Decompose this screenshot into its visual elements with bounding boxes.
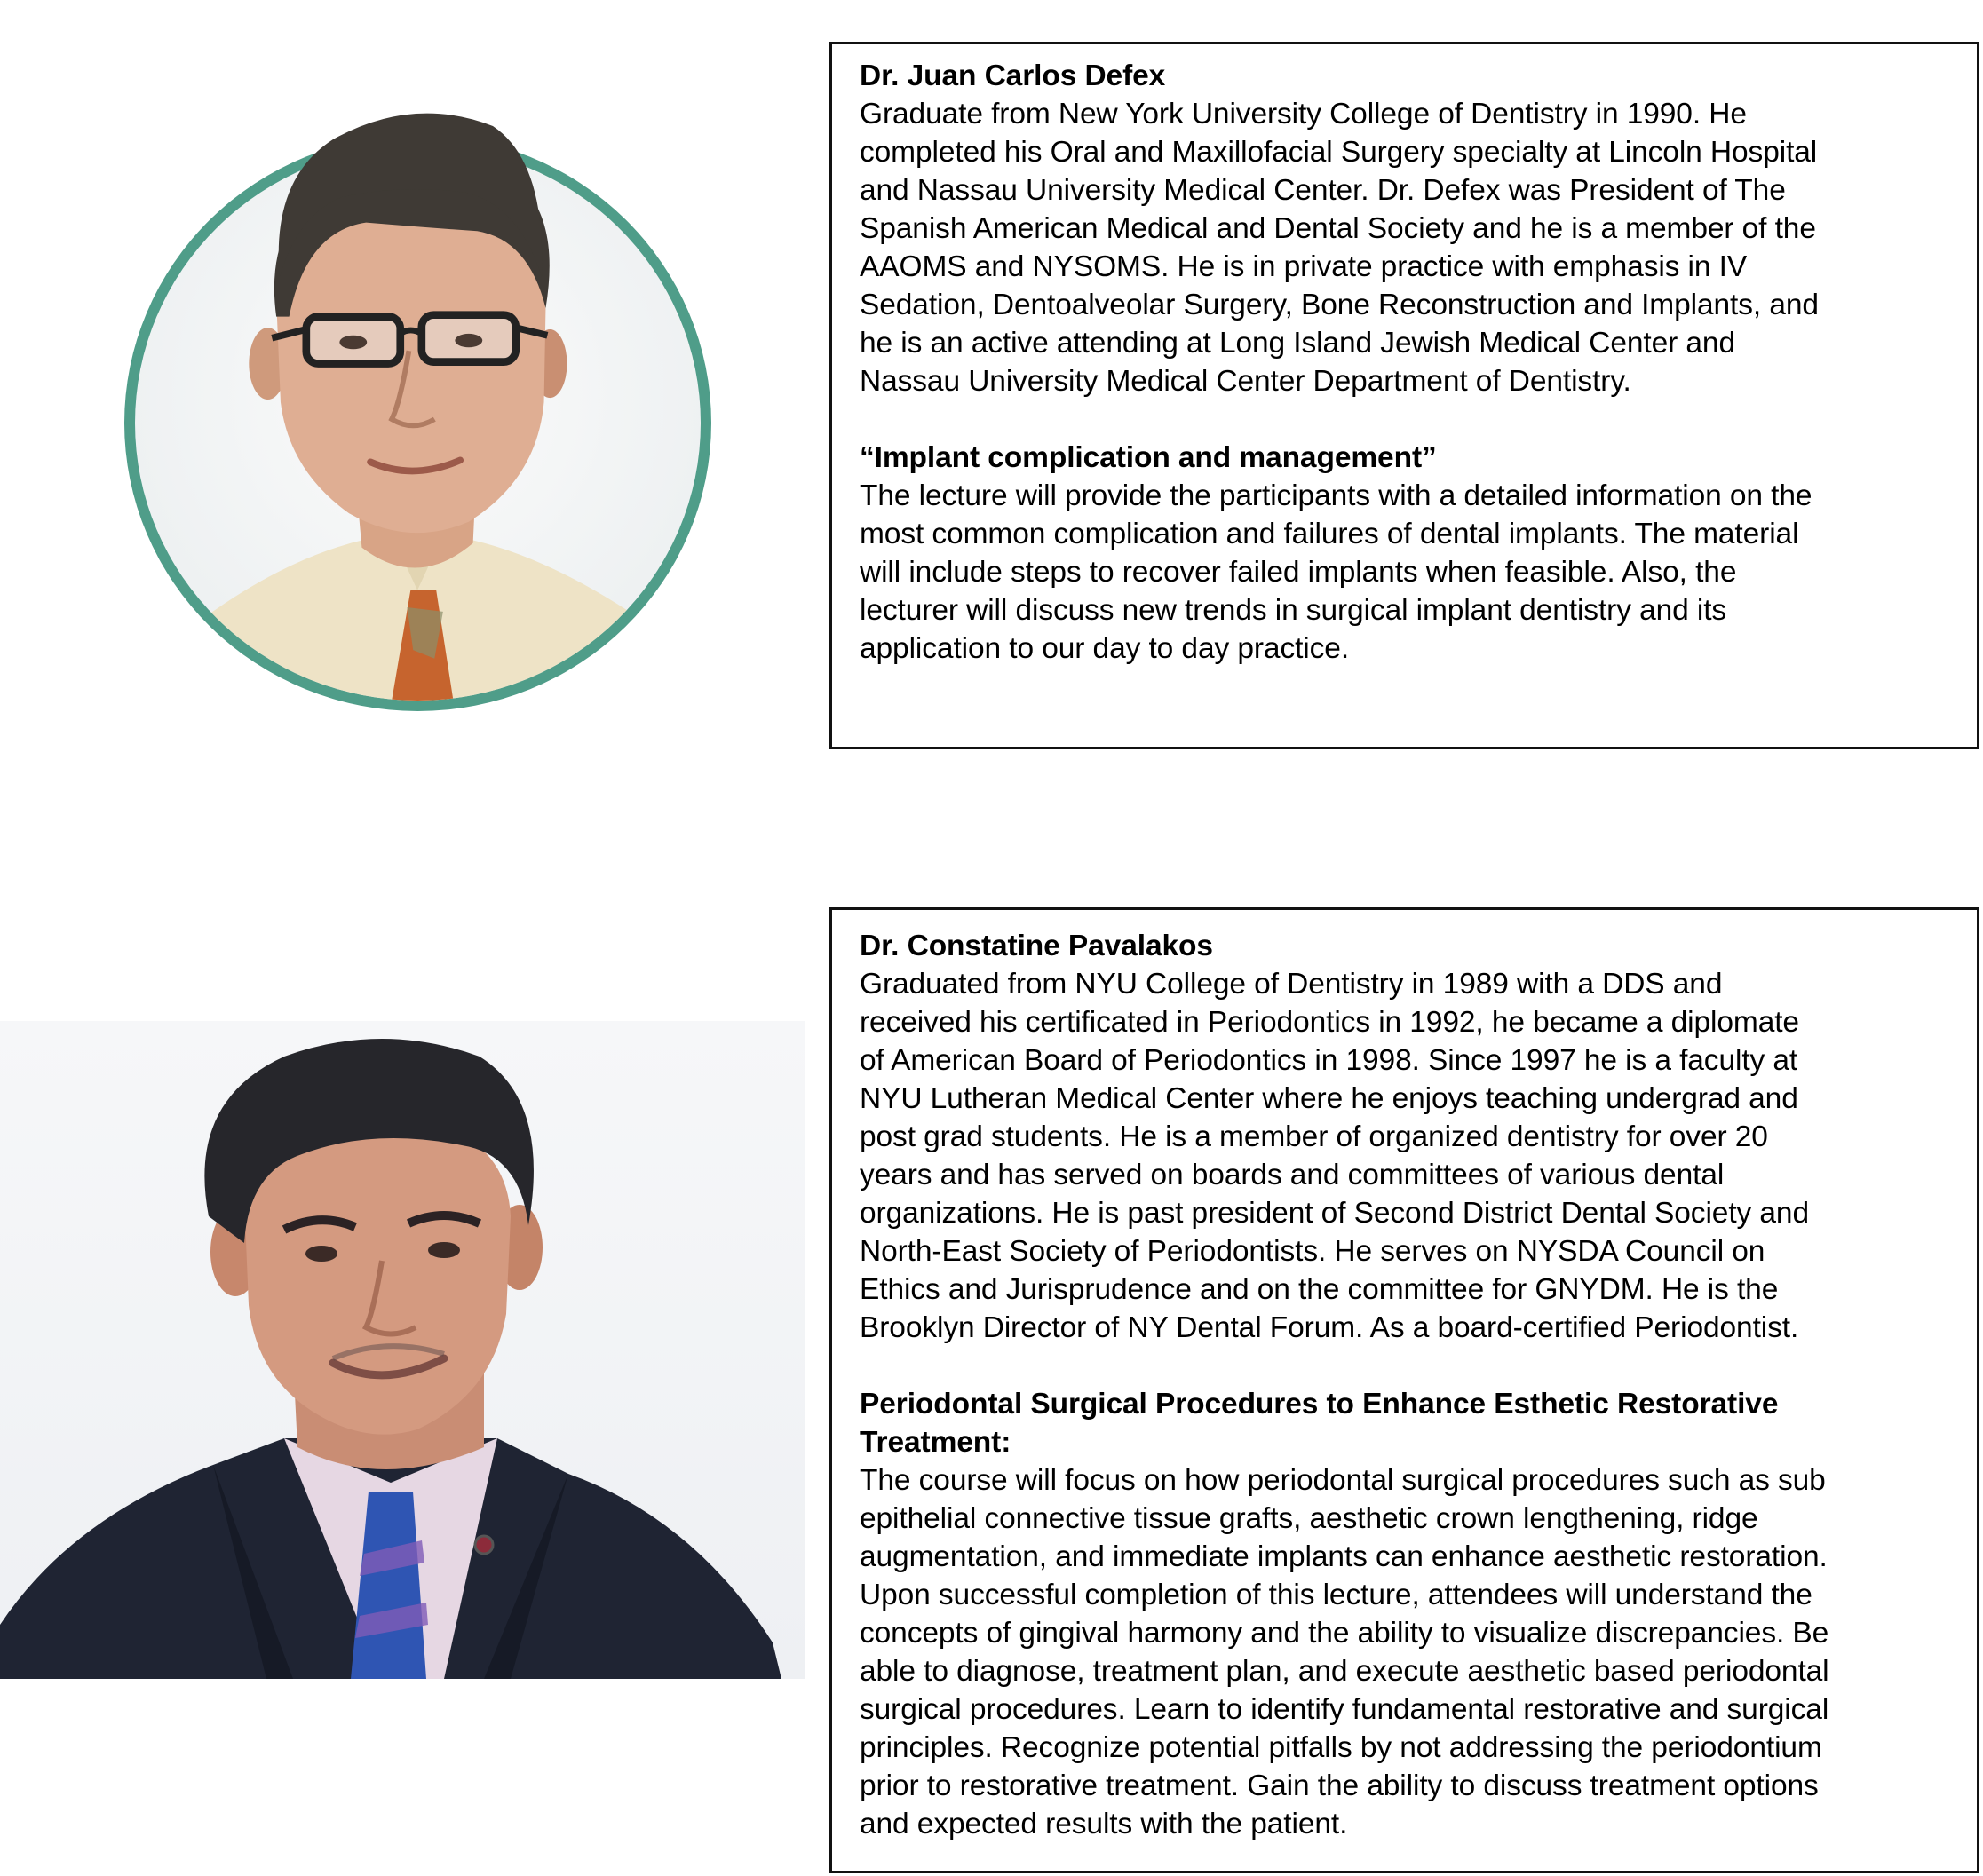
speaker-2-name: Dr. Constatine Pavalakos (860, 930, 1213, 962)
speaker-1-hair-overflow (262, 99, 546, 277)
spacer (860, 1347, 1950, 1385)
spacer (860, 400, 1950, 439)
speaker-2-bio-box (829, 907, 1979, 1873)
speaker-2-lecture-description: The course will focus on how periodontal surgical procedures such as sub epithelial connective tissue grafts, aesthetic crown lengthening, ridge augmentation, and immediate implants can enhance aesthetic restoration. Upon successful completion of this lecture, attendees will understand the concepts of gingival harmony and the ability to visualize discrepancies. Be able to diagnose, treatment plan, and execute aesthetic based periodontal surgical procedures. Learn to identify fundamental restorative and surgical principles. Recognize potential pitfalls by not addressing the periodontium prior to restorative treatment. Gain the ability to discuss treatment options and expected results with the patient. (860, 1464, 1829, 1840)
speaker-2-portrait (0, 1021, 805, 1679)
speaker-2-photo-illustration (0, 1021, 805, 1679)
speaker-2-bio: Graduated from NYU College of Dentistry in 1989 with a DDS and received his certificated in Periodontics in 1992, he became a diplomate of American Board of Periodontics in 1998. Since 1997 he is a faculty at NYU Lutheran Medical Center where he enjoys teaching undergrad and post grad students. He is a member of organized dentistry for over 20 years and has served on boards and committees of various dental organizations. He is past president of Second District Dental Society and North-East Society of Periodontists. He serves on NYSDA Council on Ethics and Jurisprudence and on the committee for GNYDM. He is the Brooklyn Director of NY Dental Forum. As a board-certified Periodontist. (860, 968, 1809, 1344)
speaker-1-lecture-title: “Implant complication and management” (860, 441, 1437, 474)
speaker-2-lecture-title: Periodontal Surgical Procedures to Enhance Esthetic Restorative Treatment: (860, 1388, 1779, 1459)
speaker-1-name: Dr. Juan Carlos Defex (860, 59, 1166, 92)
speaker-1-bio: Graduate from New York University College of Dentistry in 1990. He completed his Oral and Maxillofacial Surgery specialty at Lincoln Hospital and Nassau University Medical Center. Dr. Defex was President of The Spanish American Medical and Dental Society and he is a member of the AAOMS and NYSOMS. He is in private practice with emphasis in IV Sedation, Dentoalveolar Surgery, Bone Reconstruction and Implants, and he is an active attending at Long Island Jewish Medical Center and Nassau University Medical Center Department of Dentistry. (860, 98, 1819, 398)
speaker-1-lecture-description: The lecture will provide the participants with a detailed information on the most common complication and failures of dental implants. The material will include steps to recover failed implants when feasible. Also, the lecturer will discuss new trends in surgical implant dentistry and its application to our day to day practice. (860, 479, 1812, 665)
speaker-1-bio-box (829, 42, 1979, 749)
